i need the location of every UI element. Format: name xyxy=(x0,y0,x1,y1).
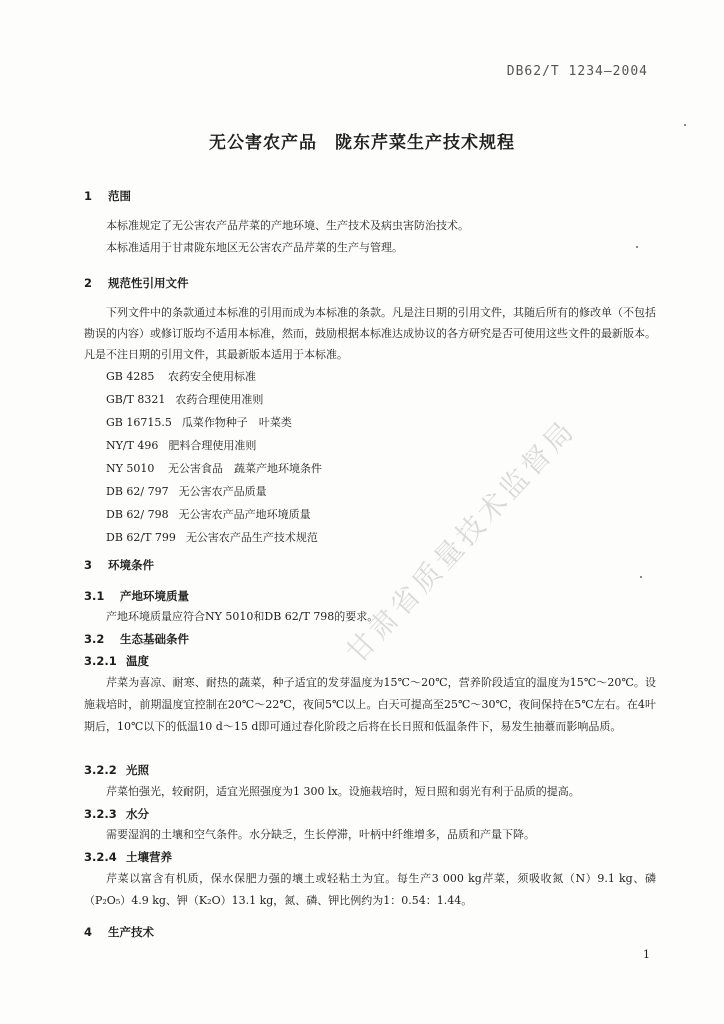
section-title: 土壤营养 xyxy=(126,850,172,864)
standard-number: DB62/T 1234—2004 xyxy=(506,64,648,79)
section-number: 3 xyxy=(84,558,93,572)
section-title: 生产技术 xyxy=(108,925,154,939)
section-number: 1 xyxy=(84,189,93,203)
section-number: 3.2.2 xyxy=(84,763,117,777)
section-title: 水分 xyxy=(126,807,149,821)
reference-code: NY 5010 xyxy=(106,462,155,475)
scan-speck xyxy=(640,576,642,578)
reference-item xyxy=(106,483,322,506)
paragraph: 本标准规定了无公害农产品芹菜的产地环境、生产技术及病虫害防治技术。 xyxy=(106,219,469,232)
reference-title: 无公害农产品质量 xyxy=(178,485,267,498)
section-number: 3.2.1 xyxy=(84,654,117,668)
section-3-heading xyxy=(84,557,154,573)
paragraph: 芹菜以富含有机质，保水保肥力强的壤土或轻粘土为宜。每生产3 000 kg芹菜，须吸收氮（N）9.1 kg、磷（P₂O₅）4.9 kg、钾（K₂O）13.1 kg，氮、磷、钾比例约为1：0.54：1.44。 xyxy=(84,872,656,907)
reference-code: GB 16715.5 xyxy=(106,416,172,429)
section-number: 3.1 xyxy=(84,589,105,603)
reference-item xyxy=(106,368,322,391)
paragraph: 需要湿润的土壤和空气条件。水分缺乏，生长停滞，叶柄中纤维增多，品质和产量下降。 xyxy=(106,828,535,841)
subsection-3-2-heading xyxy=(84,631,189,647)
section-number: 2 xyxy=(84,276,93,290)
section-1-heading xyxy=(84,188,131,204)
reference-item xyxy=(106,437,322,460)
reference-item xyxy=(106,391,322,414)
reference-code: DB 62/ 797 xyxy=(106,485,169,498)
section-title: 环境条件 xyxy=(108,558,154,572)
section-4-heading xyxy=(84,924,154,940)
section-number: 3.2 xyxy=(84,632,105,646)
watermark-stamp: 甘肃省质量技术监督局 xyxy=(339,412,583,670)
section-title: 光照 xyxy=(126,763,149,777)
paragraph: 芹菜怕强光，较耐阴，适宜光照强度为1 300 lx。设施栽培时，短日照和弱光有利于品质的提高。 xyxy=(106,785,580,798)
reference-title: 无公害农产品生产技术规范 xyxy=(185,531,318,544)
references-intro: 下列文件中的条款通过本标准的引用而成为本标准的条款。凡是注日期的引用文件，其随后所有的修改单（不包括勘误的内容）或修订版均不适用本标准，然而，鼓励根据本标准达成协议的各方研究是否可使用这些文件的最新版本。凡是不注日期的引用文件，其最新版本适用于本标准。 xyxy=(84,306,656,361)
reference-title: 瓜菜作物种子 叶菜类 xyxy=(181,416,292,429)
subsection-3-2-4-heading xyxy=(84,849,172,865)
reference-item xyxy=(106,529,322,552)
reference-code: NY/T 496 xyxy=(106,439,159,452)
reference-title: 农药安全使用标准 xyxy=(168,370,256,383)
section-number: 3.2.3 xyxy=(84,807,117,821)
reference-item xyxy=(106,414,322,437)
reference-code: DB 62/T 799 xyxy=(106,531,176,544)
subsection-3-2-1-heading xyxy=(84,653,149,669)
subsection-3-1-heading xyxy=(84,588,189,604)
reference-item xyxy=(106,460,322,483)
section-title: 生态基础条件 xyxy=(120,632,189,646)
paragraph: 芹菜为喜凉、耐寒、耐热的蔬菜，种子适宜的发芽温度为15℃～20℃，营养阶段适宜的温度为15℃～20℃。设施栽培时，前期温度宜控制在20℃～22℃，夜间5℃以上。白天可提高至25℃～30℃，夜间保持在5℃左右。在4叶期后，10℃以下的低温10 d～15 d即可通过春化阶段之后将在长日照和低温条件下，易发生抽薹而影响品质。 xyxy=(84,676,656,733)
reference-item xyxy=(106,506,322,529)
section-title: 范围 xyxy=(108,189,131,203)
document-title: 无公害农产品 陇东芹菜生产技术规程 xyxy=(209,133,515,153)
section-number: 4 xyxy=(84,925,93,939)
paragraph: 本标准适用于甘肃陇东地区无公害农产品芹菜的生产与管理。 xyxy=(106,241,403,254)
subsection-3-2-3-heading xyxy=(84,806,149,822)
section-title: 产地环境质量 xyxy=(120,589,189,603)
reference-title: 无公害农产品产地环境质量 xyxy=(178,508,311,521)
reference-code: GB 4285 xyxy=(106,370,155,383)
subsection-3-2-2-heading xyxy=(84,762,149,778)
scan-speck xyxy=(684,124,686,126)
section-2-heading xyxy=(84,275,189,291)
reference-title: 农药合理使用准则 xyxy=(175,393,264,406)
scan-speck xyxy=(636,246,638,248)
reference-title: 肥料合理使用准则 xyxy=(168,439,257,452)
reference-code: DB 62/ 798 xyxy=(106,508,169,521)
page-number: 1 xyxy=(643,948,650,961)
reference-title: 无公害食品 蔬菜产地环境条件 xyxy=(168,462,322,475)
section-number: 3.2.4 xyxy=(84,850,117,864)
reference-code: GB/T 8321 xyxy=(106,393,166,406)
references-list xyxy=(106,368,322,552)
paragraph: 产地环境质量应符合NY 5010和DB 62/T 798的要求。 xyxy=(106,610,379,623)
section-title: 规范性引用文件 xyxy=(108,276,189,290)
section-title: 温度 xyxy=(126,654,149,668)
